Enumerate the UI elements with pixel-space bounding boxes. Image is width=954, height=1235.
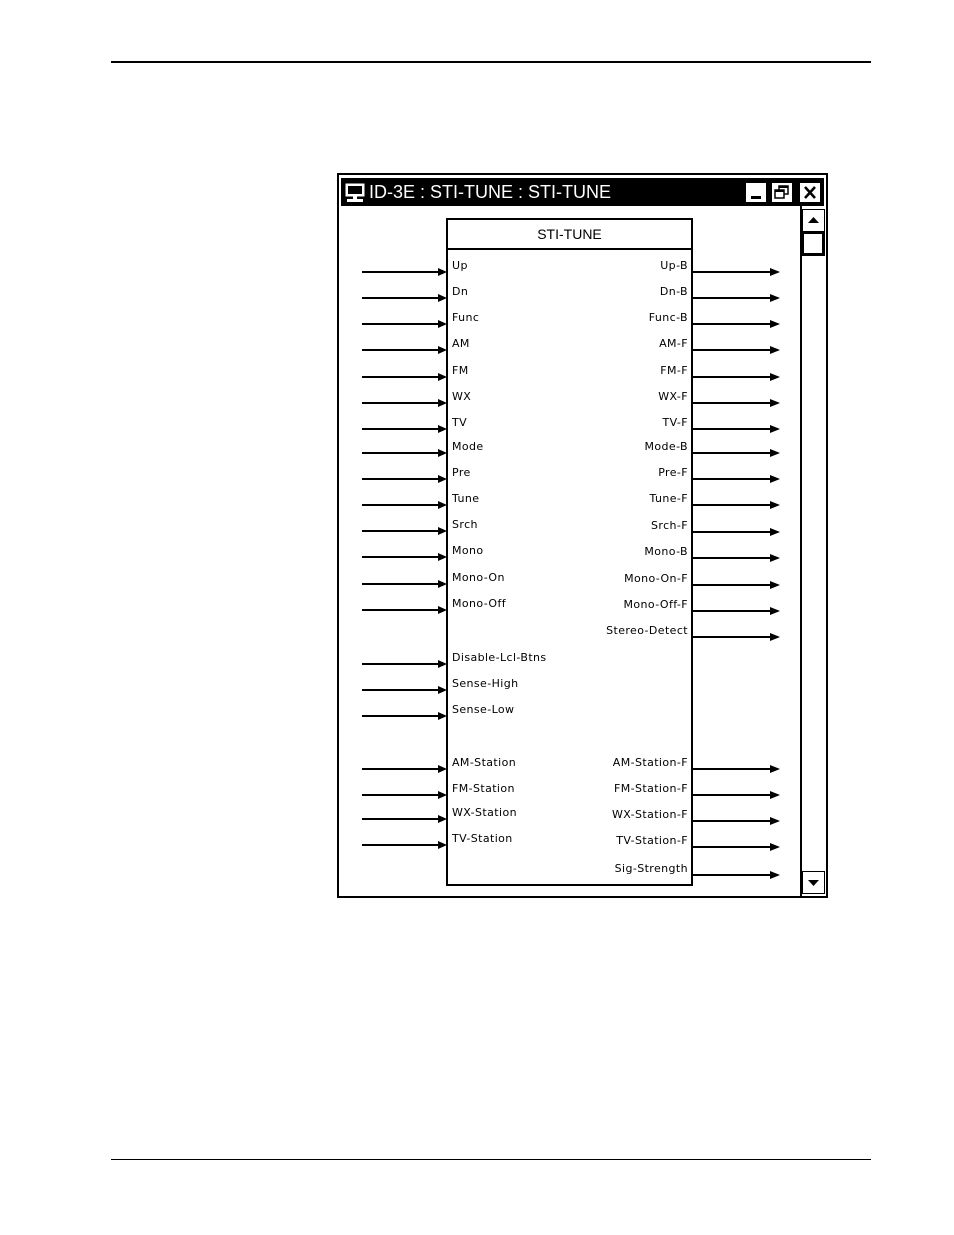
vertical-scrollbar[interactable] [800, 206, 825, 896]
arrow-down-icon [803, 872, 824, 893]
output-port-label: TV-Station-F [616, 834, 688, 847]
input-port-label: Sense-Low [452, 703, 515, 716]
input-port-label: AM [452, 337, 470, 350]
minimize-icon [746, 183, 766, 202]
output-port-label: FM-Station-F [614, 782, 688, 795]
input-port-label: Srch [452, 518, 478, 531]
output-port-label: Dn-B [659, 285, 688, 298]
input-port-label: FM-Station [452, 782, 515, 795]
input-port-label: Tune [452, 492, 480, 505]
input-port-label: Mono-Off [452, 597, 507, 610]
footer-rule [111, 1159, 871, 1160]
computer-icon [345, 183, 365, 203]
restore-icon [772, 183, 792, 202]
output-port-label: Srch-F [651, 519, 688, 532]
block-header [448, 220, 691, 250]
output-port-label: Mono-B [644, 545, 688, 558]
output-port-label: WX-Station-F [611, 808, 688, 821]
output-port-label: Up-B [660, 259, 688, 272]
input-port-label: Mono-On [452, 571, 505, 584]
output-port-label: Mono-On-F [624, 572, 688, 585]
input-port-label: Sense-High [452, 677, 519, 690]
input-port-label: Func [452, 311, 480, 324]
block-title: STI-TUNE [537, 226, 602, 242]
input-port-label: AM-Station [452, 756, 517, 769]
input-port-label: Disable-Lcl-Btns [452, 651, 547, 664]
output-port-label: AM-Station-F [612, 756, 688, 769]
output-port-label: AM-F [659, 337, 688, 350]
input-port-label: FM [452, 364, 469, 377]
window-title: ID-3E : STI-TUNE : STI-TUNE [369, 182, 612, 202]
scroll-up-button[interactable] [802, 209, 825, 232]
output-port-label: FM-F [660, 364, 688, 377]
input-port-label: Dn [452, 285, 469, 298]
output-port-label: Mode-B [644, 440, 688, 453]
input-port-label: Mode [452, 440, 484, 453]
input-port-label: Up [452, 259, 468, 272]
close-button[interactable] [799, 182, 821, 203]
scroll-down-button[interactable] [802, 871, 825, 894]
input-port-label: TV [452, 416, 468, 429]
close-icon [800, 183, 820, 202]
output-port-label: Func-B [648, 311, 688, 324]
output-port-label: Tune-F [649, 492, 688, 505]
minimize-button[interactable] [745, 182, 767, 203]
output-port-label: Pre-F [658, 466, 688, 479]
input-port-label: WX [452, 390, 472, 403]
output-port-label: Mono-Off-F [623, 598, 688, 611]
restore-button[interactable] [771, 182, 793, 203]
header-rule [111, 61, 871, 63]
output-port-label: WX-F [658, 390, 688, 403]
output-port-label: Sig-Strength [614, 862, 688, 875]
input-port-label: Pre [452, 466, 471, 479]
arrow-up-icon [803, 210, 824, 231]
output-port-label: Stereo-Detect [606, 624, 688, 637]
scroll-thumb[interactable] [802, 232, 825, 256]
input-port-label: WX-Station [452, 806, 517, 819]
window-titlebar[interactable] [341, 178, 824, 206]
output-port-label: TV-F [662, 416, 688, 429]
input-port-label: Mono [452, 544, 484, 557]
input-port-label: TV-Station [452, 832, 513, 845]
